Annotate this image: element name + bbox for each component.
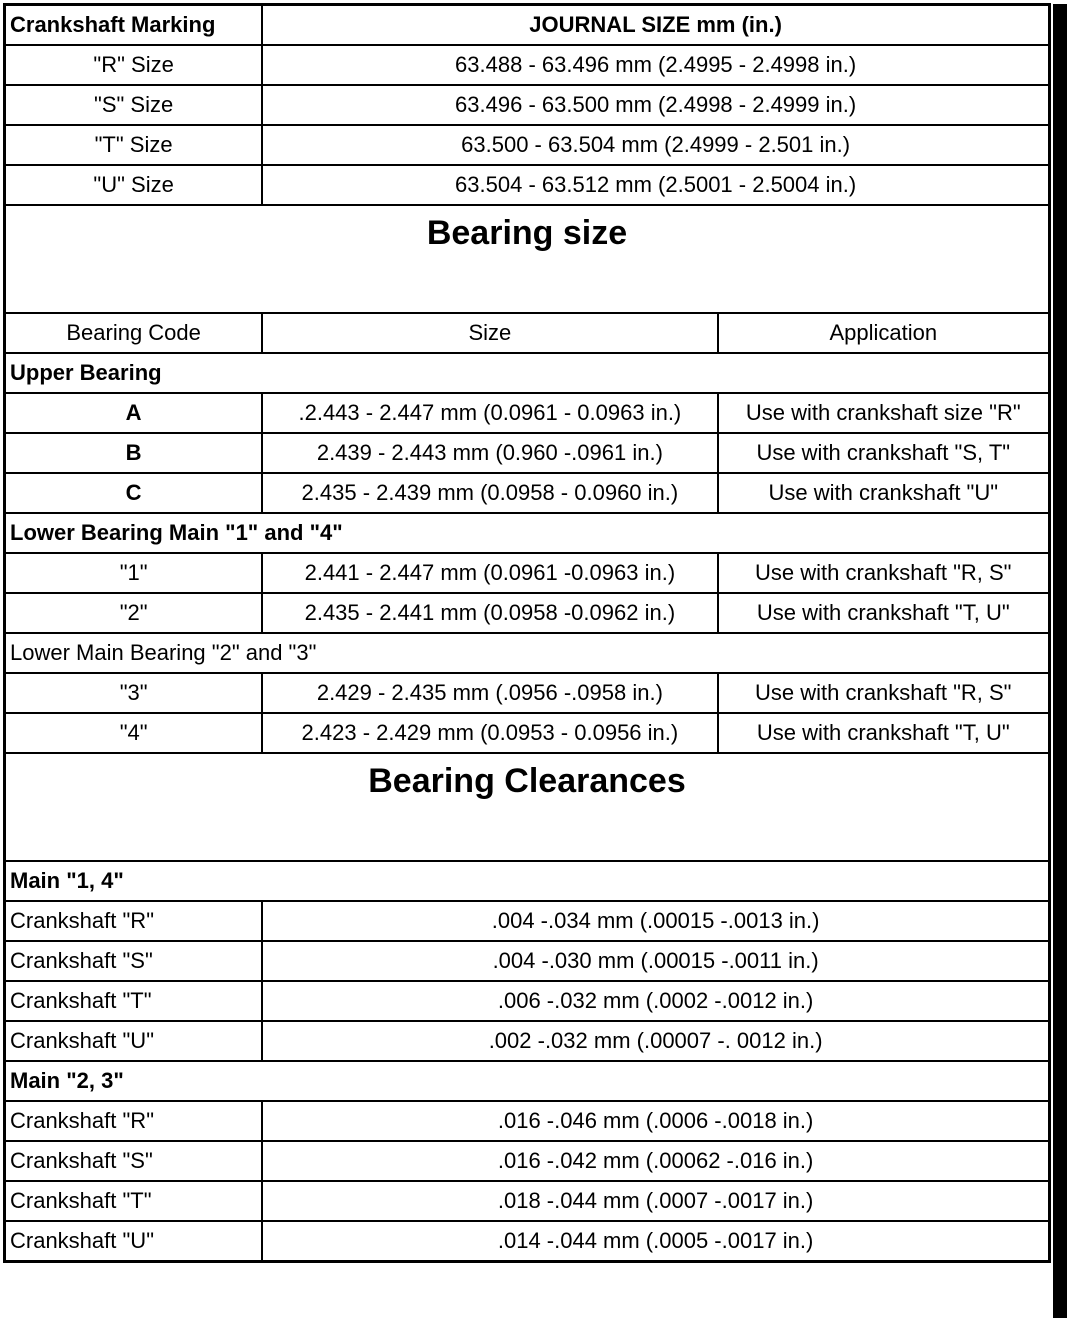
clearance-cell: .004 -.034 mm (.00015 -.0013 in.) [262, 901, 1049, 941]
size-cell: 2.439 - 2.443 mm (0.960 -.0961 in.) [262, 433, 717, 473]
page-edge-bar [1053, 4, 1067, 1318]
crankshaft-cell: Crankshaft "R" [5, 901, 263, 941]
code-cell: A [5, 393, 263, 433]
size-cell: 63.504 - 63.512 mm (2.5001 - 2.5004 in.) [262, 165, 1049, 205]
table-row [5, 393, 1050, 433]
marking-cell: "U" Size [5, 165, 263, 205]
clearance-cell: .014 -.044 mm (.0005 -.0017 in.) [262, 1221, 1049, 1262]
clearance-cell: .016 -.046 mm (.0006 -.0018 in.) [262, 1101, 1049, 1141]
table-row [5, 713, 1050, 753]
table-row [5, 673, 1050, 713]
code-cell: "4" [5, 713, 263, 753]
table-row [5, 1101, 1050, 1141]
table-row [5, 553, 1050, 593]
section-title-bearing-clearances: Bearing Clearances [5, 753, 1050, 861]
application-cell: Use with crankshaft size "R" [718, 393, 1050, 433]
marking-cell: "R" Size [5, 45, 263, 85]
table-row [5, 433, 1050, 473]
group-label-main-1-4: Main "1, 4" [5, 861, 1050, 901]
clearance-cell: .018 -.044 mm (.0007 -.0017 in.) [262, 1181, 1049, 1221]
clearance-cell: .002 -.032 mm (.00007 -. 0012 in.) [262, 1021, 1049, 1061]
code-cell: "3" [5, 673, 263, 713]
crankshaft-cell: Crankshaft "R" [5, 1101, 263, 1141]
size-cell: 2.429 - 2.435 mm (.0956 -.0958 in.) [262, 673, 717, 713]
header-size: Size [262, 313, 717, 353]
crankshaft-cell: Crankshaft "U" [5, 1221, 263, 1262]
clearance-cell: .016 -.042 mm (.00062 -.016 in.) [262, 1141, 1049, 1181]
table-row [5, 901, 1050, 941]
size-cell: 2.435 - 2.439 mm (0.0958 - 0.0960 in.) [262, 473, 717, 513]
group-label-upper-bearing: Upper Bearing [5, 353, 1050, 393]
journal-header-row [5, 5, 1050, 46]
marking-cell: "S" Size [5, 85, 263, 125]
application-cell: Use with crankshaft "S, T" [718, 433, 1050, 473]
table-row [5, 85, 1050, 125]
size-cell: 63.488 - 63.496 mm (2.4995 - 2.4998 in.) [262, 45, 1049, 85]
application-cell: Use with crankshaft "T, U" [718, 593, 1050, 633]
crankshaft-cell: Crankshaft "S" [5, 941, 263, 981]
table-row [5, 45, 1050, 85]
size-cell: 2.435 - 2.441 mm (0.0958 -0.0962 in.) [262, 593, 717, 633]
crankshaft-spec-table [3, 3, 1051, 1263]
group-label-lower-main-1-4: Lower Bearing Main "1" and "4" [5, 513, 1050, 553]
application-cell: Use with crankshaft "U" [718, 473, 1050, 513]
header-journal-size: JOURNAL SIZE mm (in.) [262, 5, 1049, 46]
table-row [5, 1221, 1050, 1262]
table-row [5, 165, 1050, 205]
section-title-bearing-size: Bearing size [5, 205, 1050, 313]
size-cell: 2.441 - 2.447 mm (0.0961 -0.0963 in.) [262, 553, 717, 593]
header-bearing-code: Bearing Code [5, 313, 263, 353]
code-cell: "1" [5, 553, 263, 593]
table-row [5, 593, 1050, 633]
code-cell: C [5, 473, 263, 513]
crankshaft-cell: Crankshaft "U" [5, 1021, 263, 1061]
code-cell: B [5, 433, 263, 473]
application-cell: Use with crankshaft "R, S" [718, 553, 1050, 593]
table-row [5, 1141, 1050, 1181]
size-cell: .2.443 - 2.447 mm (0.0961 - 0.0963 in.) [262, 393, 717, 433]
table-row [5, 473, 1050, 513]
code-cell: "2" [5, 593, 263, 633]
group-label-main-2-3: Main "2, 3" [5, 1061, 1050, 1101]
group-label-lower-main-2-3: Lower Main Bearing "2" and "3" [5, 633, 1050, 673]
crankshaft-cell: Crankshaft "T" [5, 1181, 263, 1221]
clearance-cell: .006 -.032 mm (.0002 -.0012 in.) [262, 981, 1049, 1021]
size-cell: 2.423 - 2.429 mm (0.0953 - 0.0956 in.) [262, 713, 717, 753]
table-row [5, 941, 1050, 981]
size-cell: 63.496 - 63.500 mm (2.4998 - 2.4999 in.) [262, 85, 1049, 125]
crankshaft-cell: Crankshaft "S" [5, 1141, 263, 1181]
application-cell: Use with crankshaft "T, U" [718, 713, 1050, 753]
header-crankshaft-marking: Crankshaft Marking [5, 5, 263, 46]
bearing-header-row [5, 313, 1050, 353]
table-row [5, 1181, 1050, 1221]
header-application: Application [718, 313, 1050, 353]
application-cell: Use with crankshaft "R, S" [718, 673, 1050, 713]
table-row [5, 981, 1050, 1021]
size-cell: 63.500 - 63.504 mm (2.4999 - 2.501 in.) [262, 125, 1049, 165]
table-row [5, 1021, 1050, 1061]
clearance-cell: .004 -.030 mm (.00015 -.0011 in.) [262, 941, 1049, 981]
table-row [5, 125, 1050, 165]
crankshaft-cell: Crankshaft "T" [5, 981, 263, 1021]
marking-cell: "T" Size [5, 125, 263, 165]
